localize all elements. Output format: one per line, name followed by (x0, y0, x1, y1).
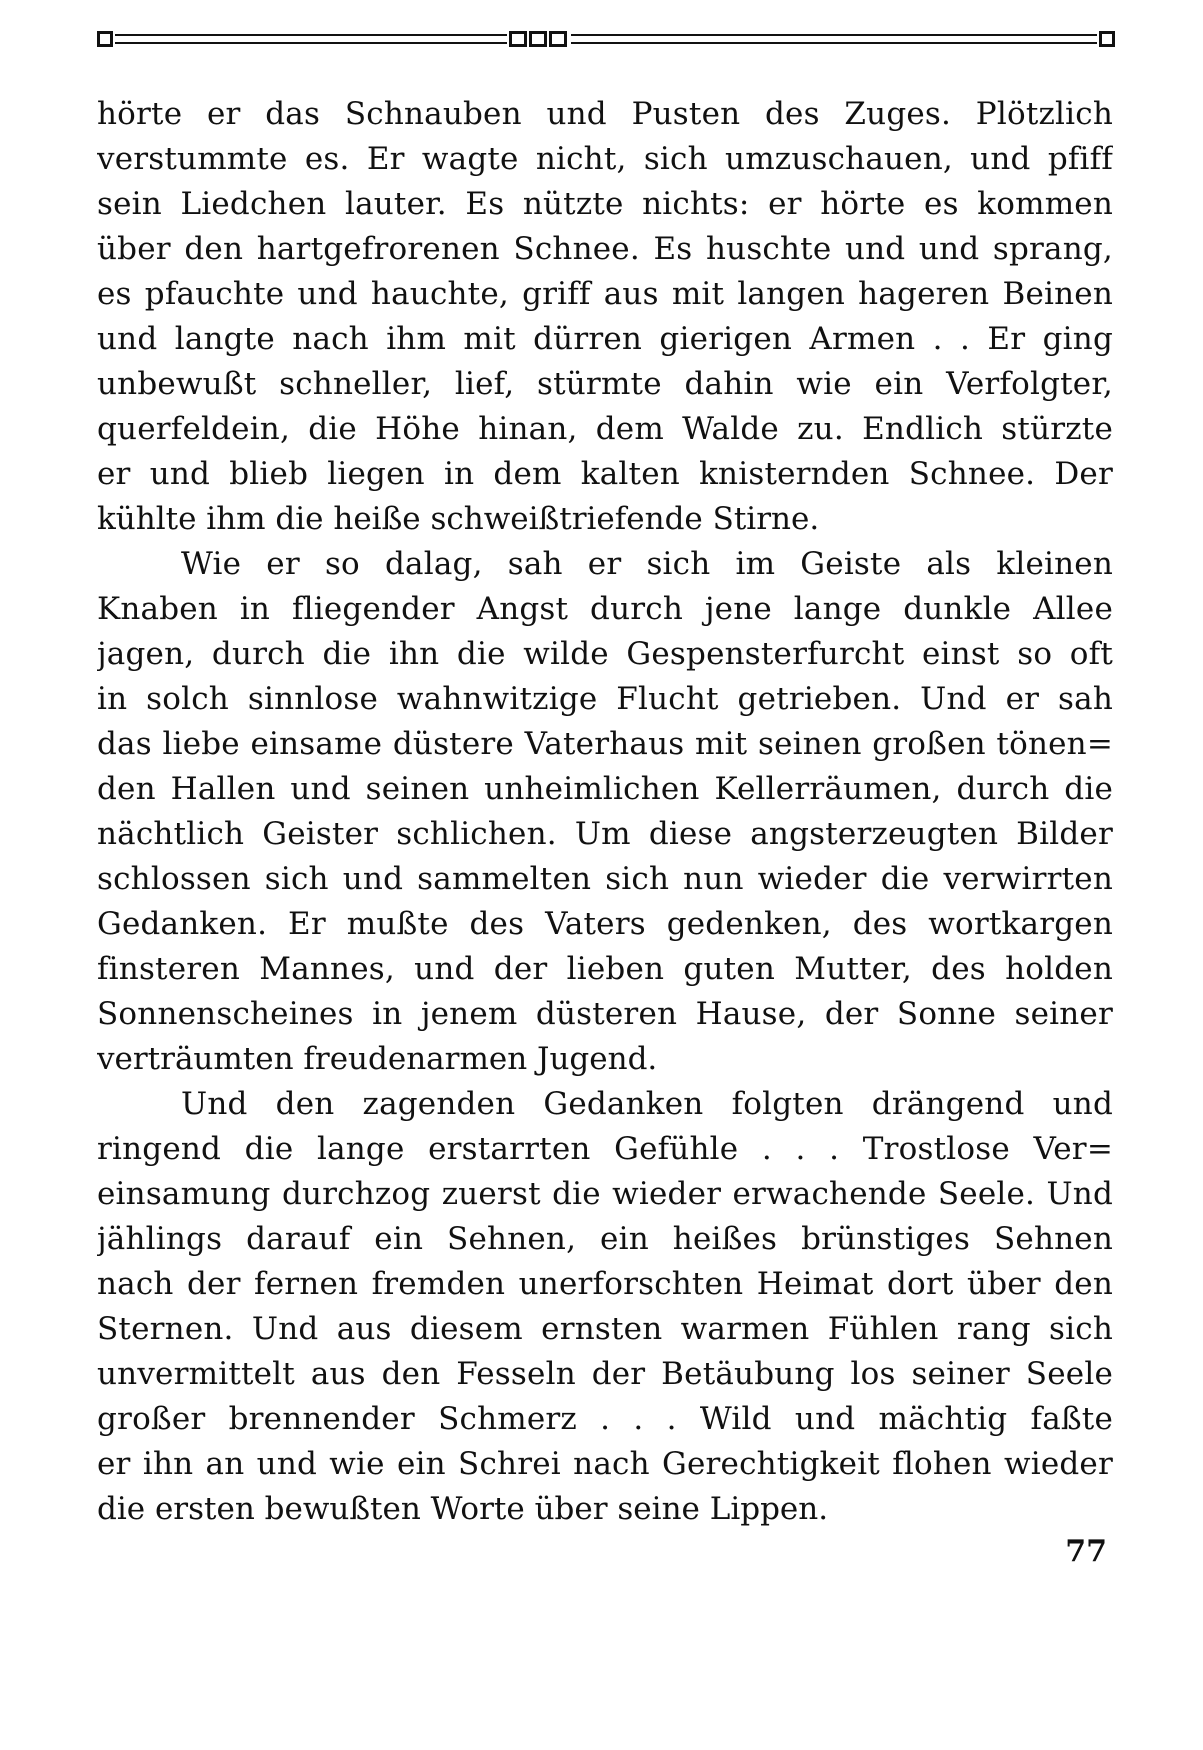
text-line: es pfauchte und hauchte, griff aus mit langen hageren Beinen (97, 276, 1113, 312)
text-line: einsamung durchzog zuerst die wieder erwachende Seele. Und (97, 1176, 1113, 1212)
text-line: Gedanken. Er mußte des Vaters gedenken, des wortkargen (97, 906, 1113, 942)
ornament-square-center (509, 31, 527, 47)
text-line: nach der fernen fremden unerforschten Heimat dort über den (97, 1266, 1113, 1302)
text-line: den Hallen und seinen unheimlichen Kellerräumen, durch die (97, 771, 1113, 807)
ornament-line (115, 42, 507, 44)
text-line: Wie er so dalag, sah er sich im Geiste als kleinen (181, 546, 1113, 582)
text-line: sein Liedchen lauter. Es nützte nichts: er hörte es kommen (97, 186, 1113, 222)
text-line: ringend die lange erstarrten Gefühle . . . Trostlose Ver= (97, 1131, 1113, 1167)
text-line: großer brennender Schmerz . . . Wild und mächtig faßte (97, 1401, 1113, 1437)
text-line: er und blieb liegen in dem kalten knisternden Schnee. Der (97, 456, 1113, 492)
text-line: verträumten freudenarmen Jugend. (97, 1041, 658, 1077)
text-line: nächtlich Geister schlichen. Um diese angsterzeugten Bilder (97, 816, 1113, 852)
text-line: kühlte ihm die heiße schweißtriefende Stirne. (97, 501, 820, 537)
text-line: in solch sinnlose wahnwitzige Flucht getrieben. Und er sah (97, 681, 1113, 717)
text-line: schlossen sich und sammelten sich nun wieder die verwirrten (97, 861, 1113, 897)
ornament-line (115, 34, 507, 36)
text-line: Sonnenscheines in jenem düsteren Hause, der Sonne seiner (97, 996, 1113, 1032)
ornament-square-center (529, 31, 547, 47)
text-line: Sternen. Und aus diesem ernsten warmen Fühlen rang sich (97, 1311, 1113, 1347)
text-line: querfeldein, die Höhe hinan, dem Walde zu. Endlich stürzte (97, 411, 1113, 447)
ornament-line (571, 42, 1097, 44)
text-line: jählings darauf ein Sehnen, ein heißes brünstiges Sehnen (97, 1221, 1113, 1257)
text-line: hörte er das Schnauben und Pusten des Zuges. Plötzlich (97, 96, 1113, 132)
ornament-square-right (1099, 31, 1115, 47)
text-line: er ihn an und wie ein Schrei nach Gerechtigkeit flohen wieder (97, 1446, 1113, 1482)
text-line: die ersten bewußten Worte über seine Lippen. (97, 1491, 829, 1527)
text-line: unvermittelt aus den Fesseln der Betäubung los seiner Seele (97, 1356, 1113, 1392)
text-line: unbewußt schneller, lief, stürmte dahin wie ein Verfolgter, (97, 366, 1113, 402)
body-text (97, 92, 1113, 1532)
text-line: das liebe einsame düstere Vaterhaus mit seinen großen tönen= (97, 726, 1113, 762)
text-line: finsteren Mannes, und der lieben guten Mutter, des holden (97, 951, 1113, 987)
ornament-square-left (97, 31, 113, 47)
header-ornament-rule (97, 30, 1117, 54)
text-line: Und den zagenden Gedanken folgten drängend und (181, 1086, 1113, 1122)
text-line: verstummte es. Er wagte nicht, sich umzuschauen, und pfiff (97, 141, 1113, 177)
text-line: Knaben in fliegender Angst durch jene lange dunkle Allee (97, 591, 1113, 627)
text-line: über den hartgefrorenen Schnee. Es huschte und und sprang, (97, 231, 1113, 267)
text-line: und langte nach ihm mit dürren gierigen Armen . . Er ging (97, 321, 1113, 357)
text-line: jagen, durch die ihn die wilde Gespensterfurcht einst so oft (97, 636, 1113, 672)
ornament-square-center (549, 31, 567, 47)
page-number: 77 (1065, 1534, 1107, 1569)
ornament-line (571, 34, 1097, 36)
